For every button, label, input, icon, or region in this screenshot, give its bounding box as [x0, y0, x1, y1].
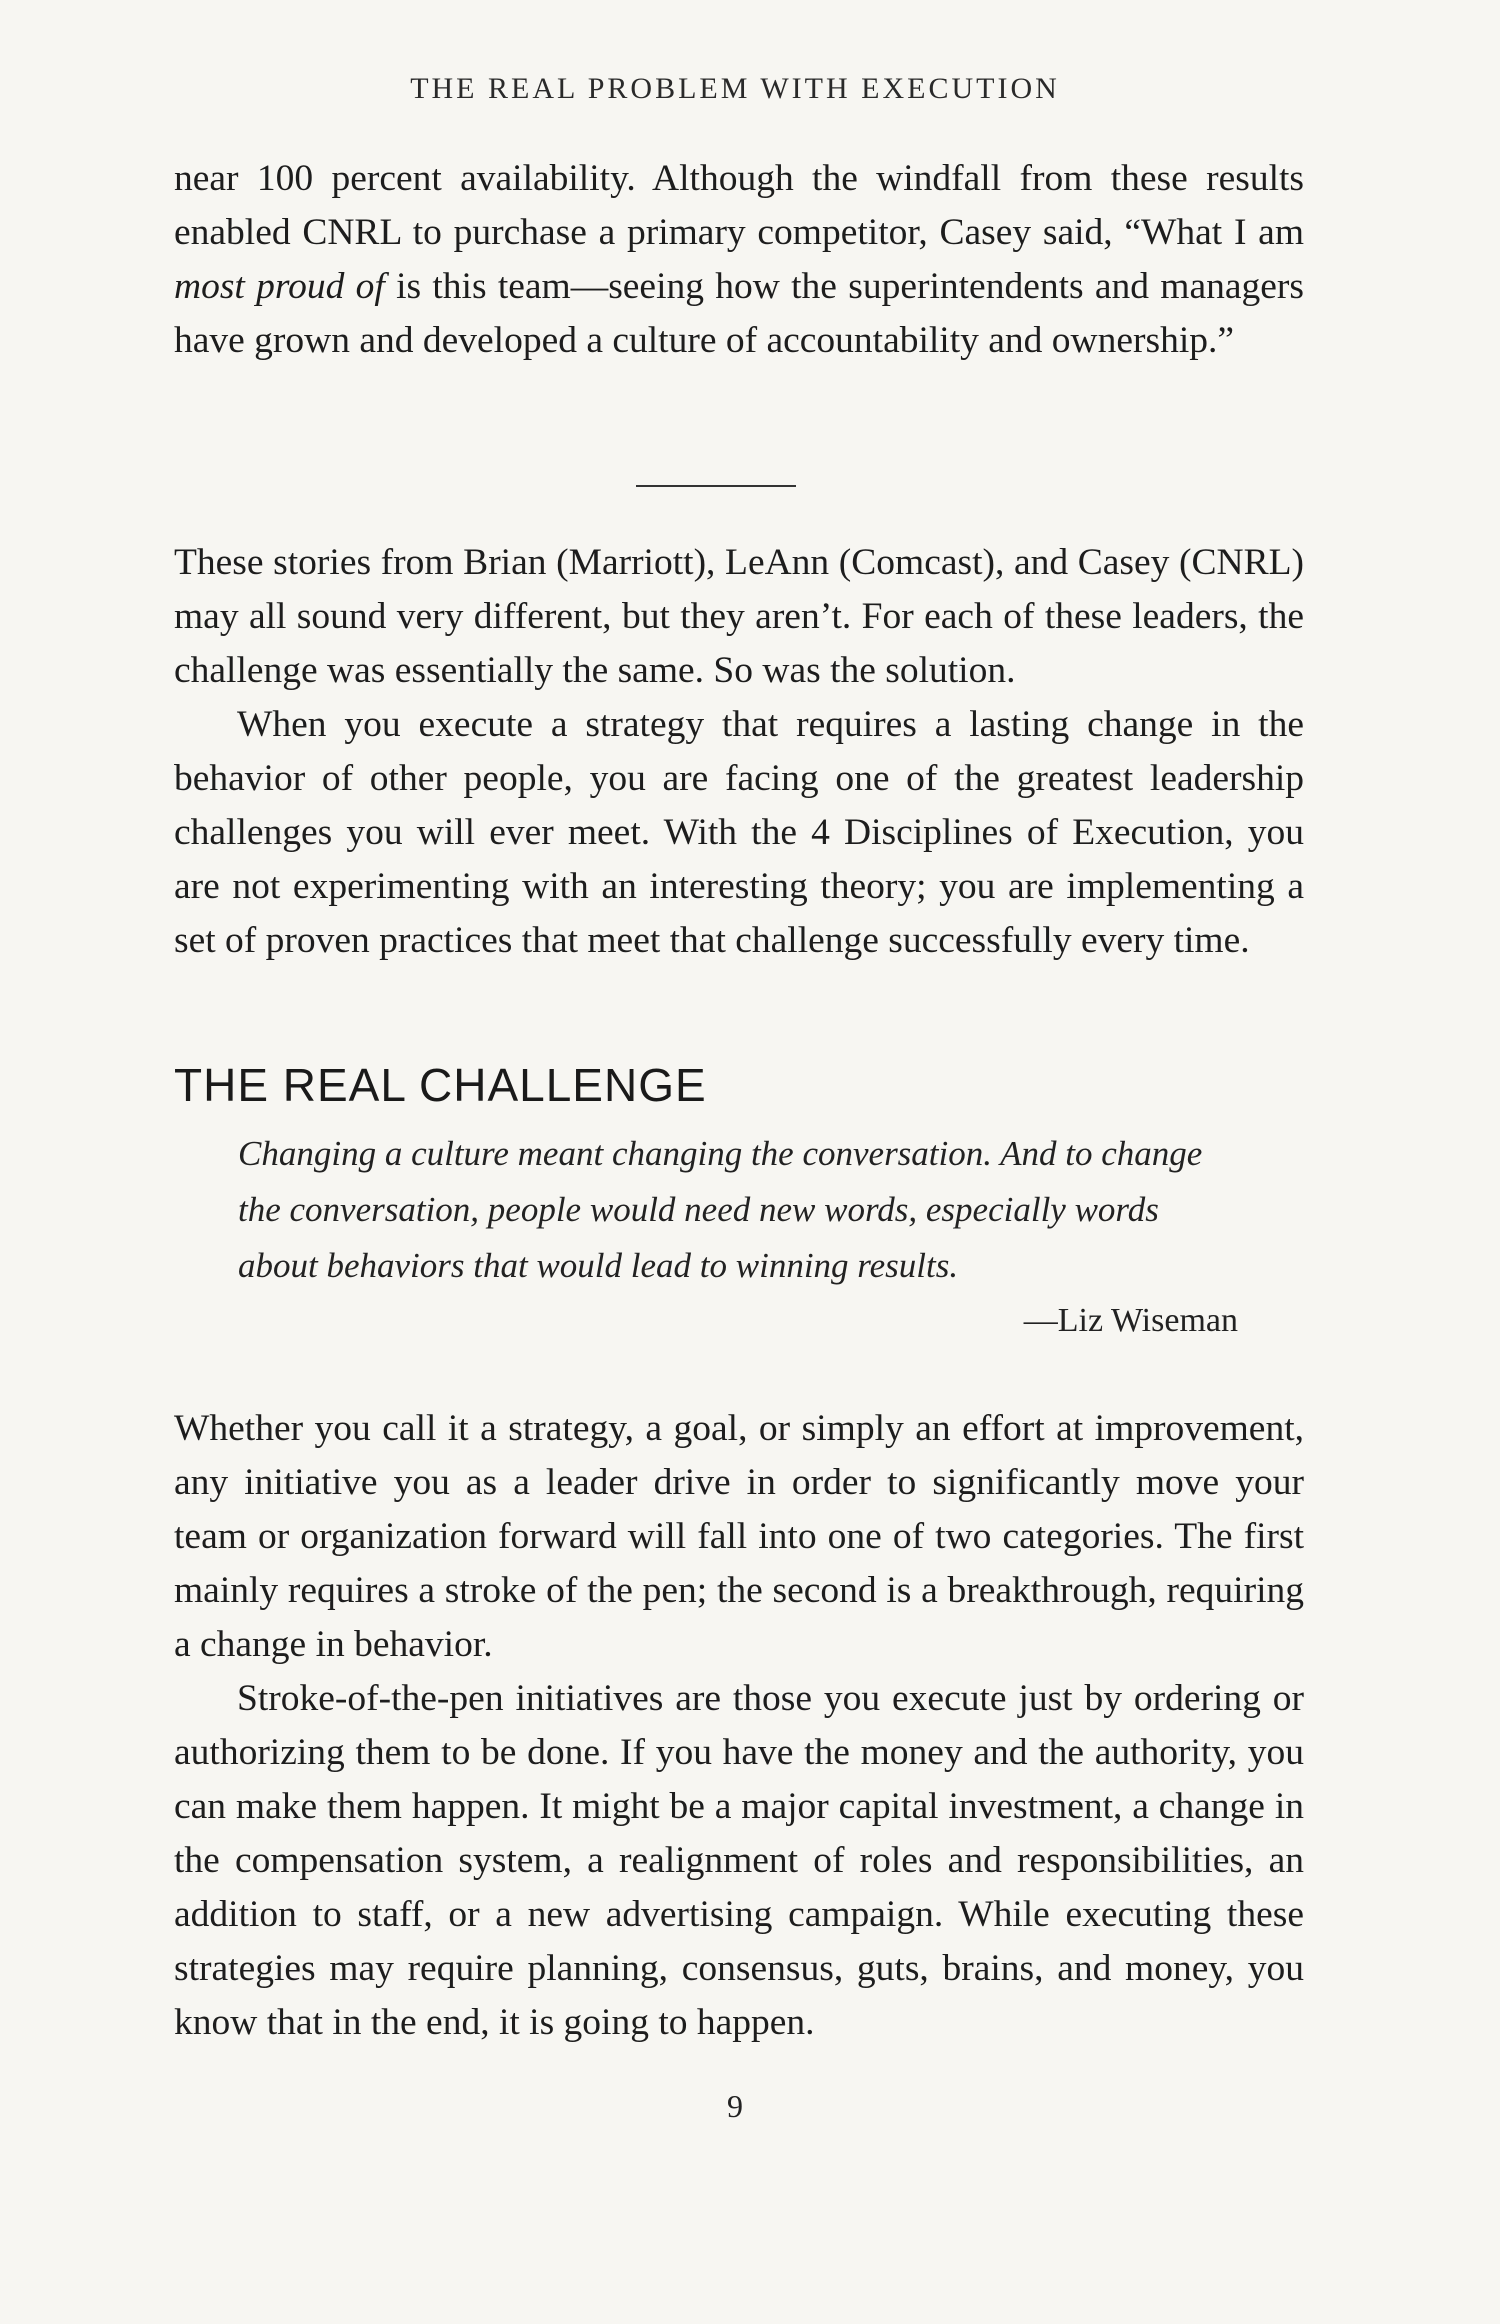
paragraph-casey-quote — [174, 152, 1304, 368]
opening-text-block — [174, 152, 1304, 368]
section-divider-rule — [636, 485, 796, 487]
paragraph-initiatives: Whether you call it a strategy, a goal, or simply an effort at improvement, any initiative you as a leader drive in order to significantly move your team or organization forward will fall into one of two categories. The first mainly requires a stroke of the pen; the second is a breakthrough, requiring a change in behavior. — [174, 1408, 1304, 1665]
emphasis-text: most proud of — [174, 266, 385, 307]
paragraph-stories: These stories from Brian (Marriott), LeAnn (Comcast), and Casey (CNRL) may all sound very different, but they aren’t. For each of these leaders, the challenge was essentially the same. So was the solution. — [174, 542, 1304, 691]
running-head: THE REAL PROBLEM WITH EXECUTION — [410, 72, 1060, 105]
paragraph-text: near 100 percent availability. Although the windfall from these results enabled CNRL to purchase a primary competitor, Casey said, “What I am — [174, 158, 1304, 253]
epigraph-attribution: —Liz Wiseman — [1023, 1302, 1238, 1339]
epigraph-quote: Changing a culture meant changing the conversation. And to change the conversation, people would need new words, especially words about behaviors that would lead to winning results. — [238, 1134, 1203, 1285]
body-text-block — [174, 1402, 1304, 2050]
summary-text-block — [174, 536, 1304, 968]
paragraph-text: is this team—seeing how the superintendents and managers have grown and developed a culture of accountability and ownership.” — [174, 266, 1304, 361]
paragraph-stroke-of-pen: Stroke-of-the-pen initiatives are those you execute just by ordering or authorizing them to be done. If you have the money and the authority, you can make them happen. It might be a major capital investment, a change in the compensation system, a realignment of roles and responsibilities, an addition to staff, or a new advertising campaign. While executing these strategies may require planning, consensus, guts, brains, and money, you know that in the end, it is going to happen. — [174, 1678, 1304, 2043]
page-number: 9 — [727, 2088, 743, 2124]
paragraph-challenge: When you execute a strategy that requires a lasting change in the behavior of other people, you are facing one of the greatest leadership challenges you will ever meet. With the 4 Disciplines of Execution, you are not experimenting with an interesting theory; you are implementing a set of proven practices that meet that challenge successfully every time. — [174, 704, 1304, 961]
section-heading: THE REAL CHALLENGE — [174, 1059, 707, 1111]
